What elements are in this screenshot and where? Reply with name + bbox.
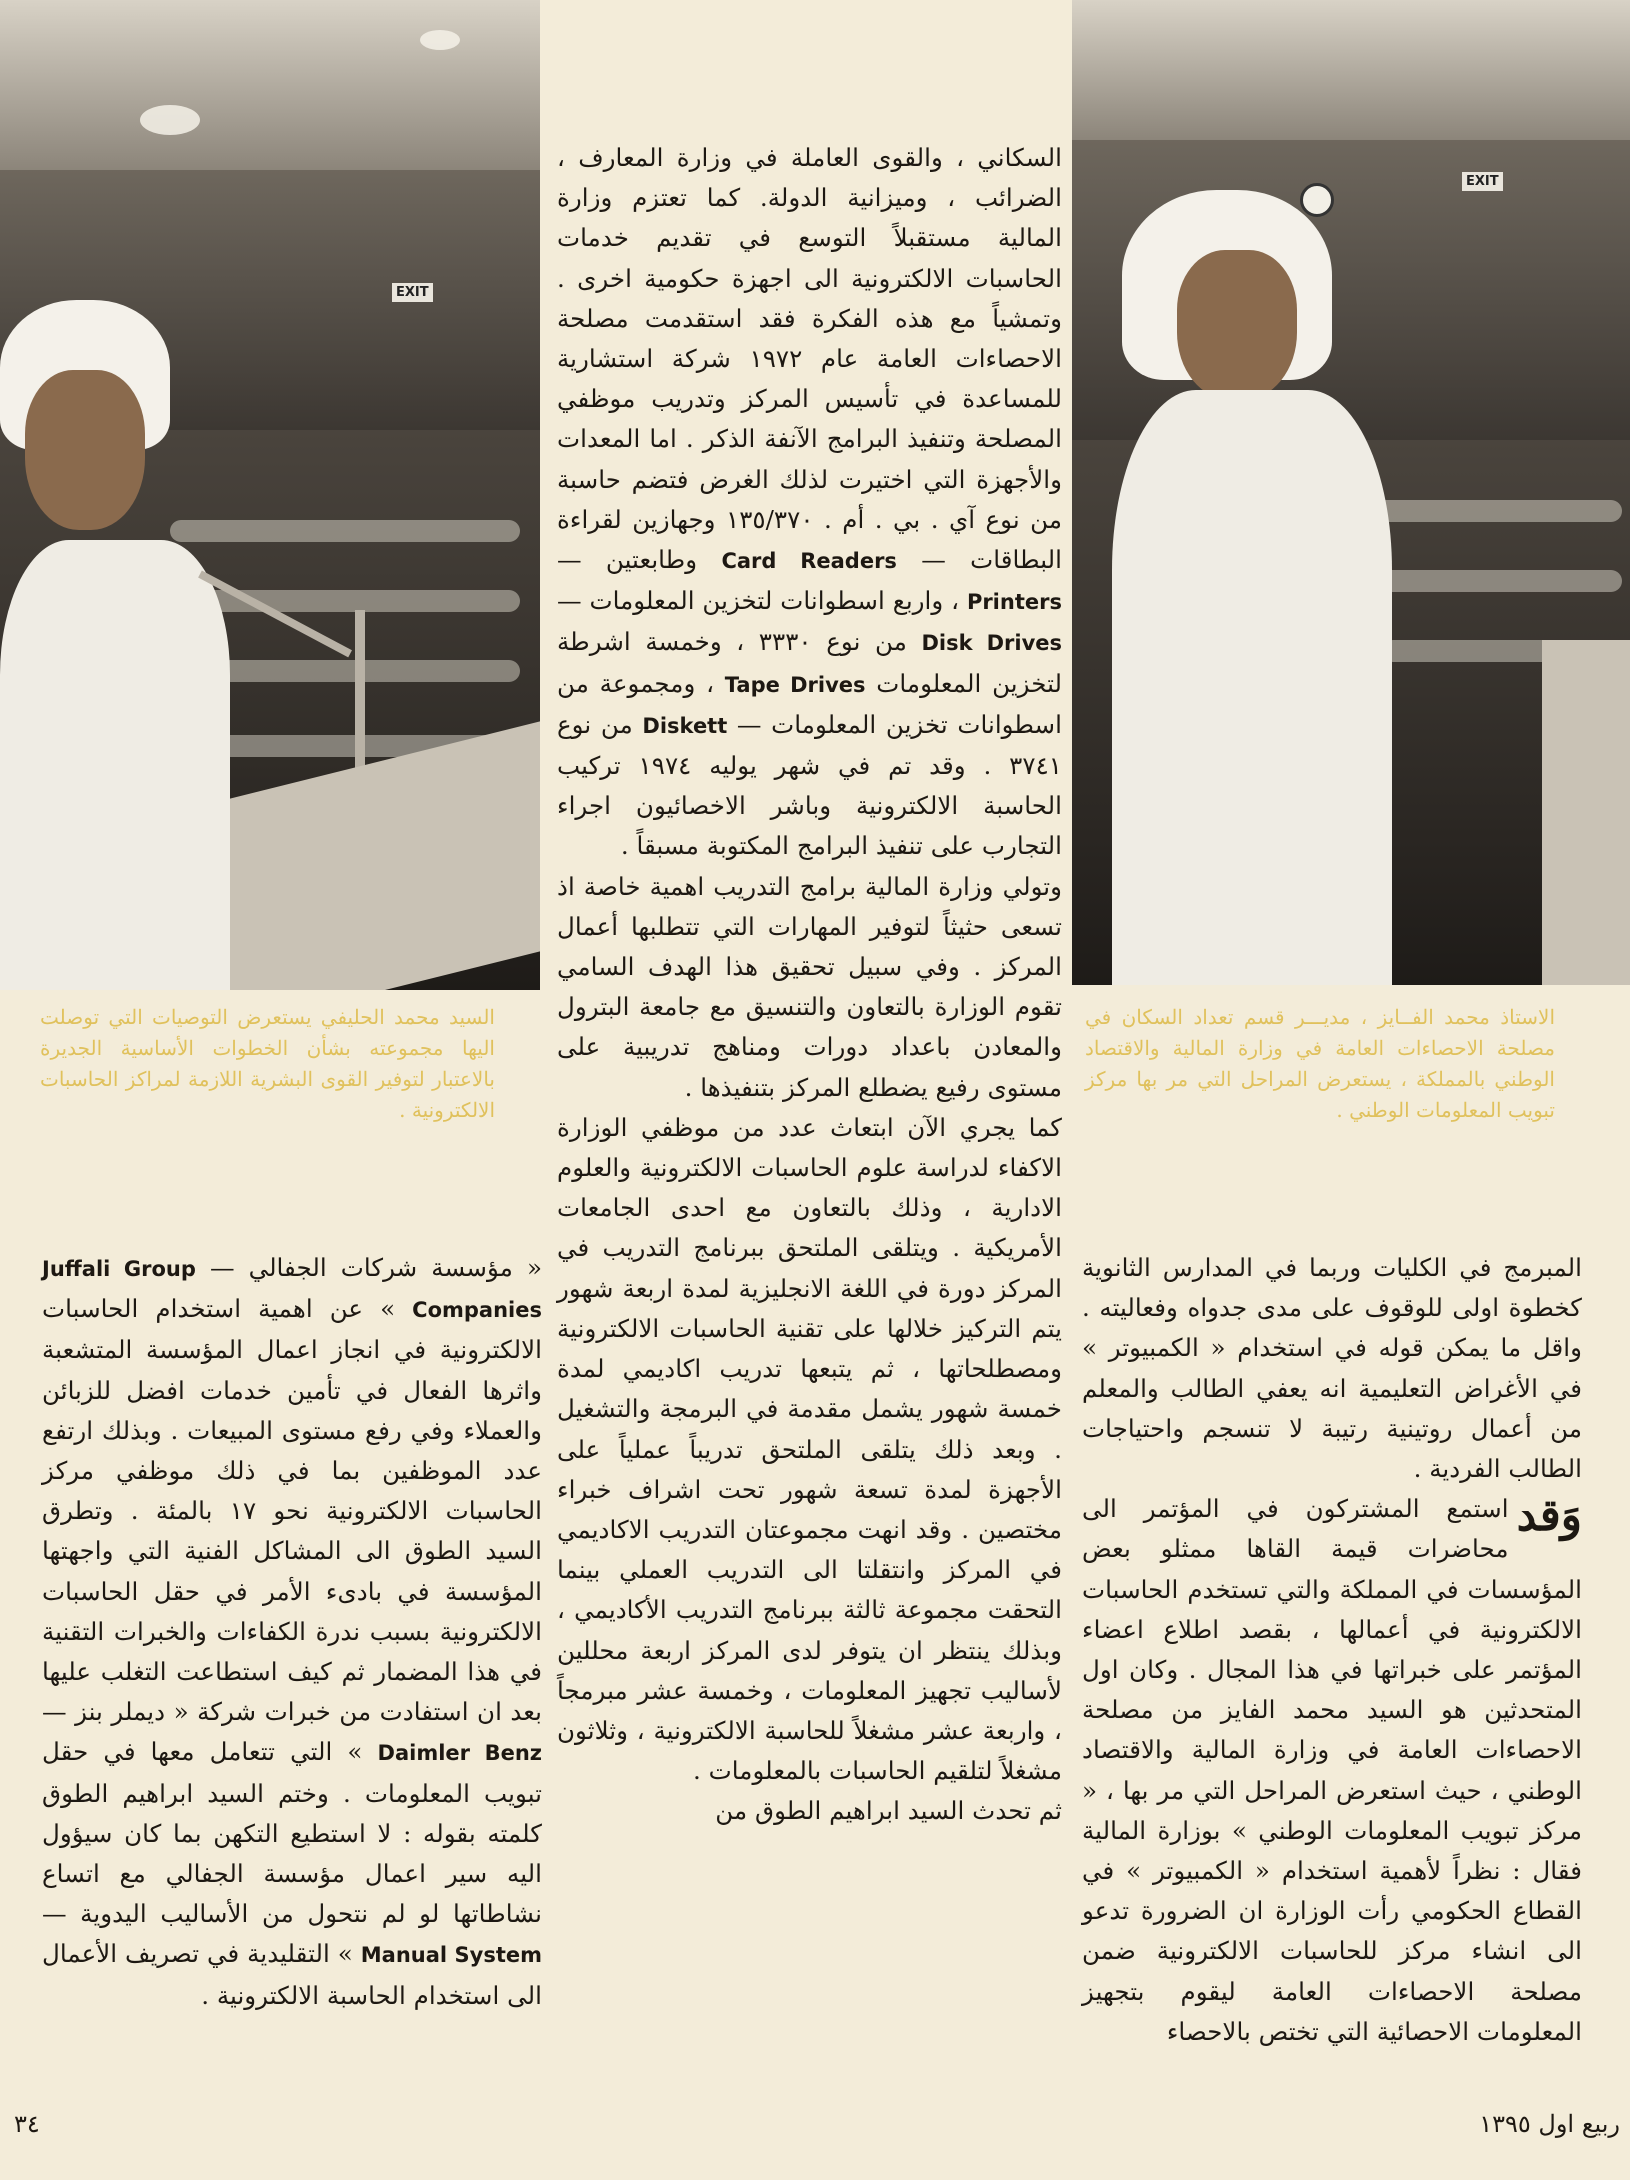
- issue-date: ربيع اول ١٣٩٥: [1479, 2110, 1620, 2138]
- caption-left-photo: السيد محمد الحليفي يستعرض التوصيات التي توصلت اليها مجموعته بشأن الخطوات الأساسية الجديرة بالاعتبار لتوفير القوى البشرية اللازمة لمراكز الحاسبات الالكترونية .: [40, 1005, 495, 1122]
- paragraph-text: » التي تتعامل معها في حقل تبويب المعلومات . وختم السيد ابراهيم الطوق كلمته بقوله : لا استطيع التكهن بما كان سيؤول اليه سير اعمال مؤسسة الجفالي مع اتساع نشاطاتها لو لم نتحول من الأساليب اليدوية —: [42, 1737, 542, 1929]
- paragraph: [42, 1248, 542, 2016]
- article-column-center: [557, 138, 1062, 1832]
- drop-cap-word: وَقد: [1516, 1490, 1582, 1542]
- photo-standing-speaker: [1072, 0, 1630, 985]
- speaker-face: [25, 370, 145, 530]
- audience-row: [1362, 500, 1622, 522]
- speaker-face: [1177, 250, 1297, 400]
- paragraph-text: « مؤسسة شركات الجفالي —: [209, 1253, 543, 1282]
- paragraph-text: استمع المشتركون في المؤتمر الى محاضرات قيمة القاها ممثلو بعض المؤسسات في المملكة والتي تستخدم الحاسبات الالكترونية في أعمالها ، بقصد اطلاع اعضاء المؤتمر على خبراتها في هذا المجال . وكان اول المتحدثين هو السيد محمد الفايز من مصلحة الاحصاءات العامة في وزارة المالية والاقتصاد الوطني ، حيث استعرض المراحل التي مر بها ، « مركز تبويب المعلومات الوطني » بوزارة المالية فقال : نظراً لأهمية استخدام « الكمبيوتر » في القطاع الحكومي رأت الوزارة ان الضرورة تدعو الى انشاء مركز للحاسبات الالكترونية ضمن مصلحة الاحصاءات العامة ليقوم بتجهيز المعلومات الاحصائية التي تختص بالاحصاء: [1082, 1494, 1582, 2046]
- term-tape-drives: Tape Drives: [724, 672, 866, 697]
- article-column-left: [42, 1248, 542, 2016]
- paragraph-text: » التقليدية في تصريف الأعمال الى استخدام الحاسبة الالكترونية .: [42, 1939, 542, 2010]
- ceiling-light: [140, 105, 200, 135]
- paragraph-text: » عن اهمية استخدام الحاسبات الالكترونية في انجاز اعمال المؤسسة المتشعبة واثرها الفعال في تأمين خدمات افضل للزبائن والعملاء وفي رفع مستوى المبيعات . وبذلك ارتفع عدد الموظفين بما في ذلك موظفي مركز الحاسبات الالكترونية نحو ١٧ بالمئة . وتطرق السيد الطوق الى المشاكل الفنية التي واجهتها المؤسسة في بادىء الأمر في حقل الحاسبات الالكترونية بسبب ندرة الكفاءات والخبرات التقنية في هذا المضمار ثم كيف استطاعت التغلب عليها بعد ان استفادت من خبرات شركة « ديملر بنز —: [42, 1294, 542, 1727]
- paragraph: المبرمج في الكليات وربما في المدارس الثانوية كخطوة اولى للوقوف على مدى جدواه وفعاليته . واقل ما يمكن قوله في استخدام « الكمبيوتر » في الأغراض التعليمية انه يعفي الطالب والمعلم من أعمال روتينية رتيبة لا تنسجم واحتياجات الطالب الفردية .: [1082, 1253, 1582, 1484]
- paragraph-text: وطابعتين —: [557, 545, 698, 575]
- term-manual-system: Manual System: [360, 1943, 542, 1968]
- photo-speaker-at-podium: [0, 0, 540, 990]
- paragraph-text: ، واربع اسطوانات لتخزين المعلومات —: [557, 586, 960, 616]
- paragraph: كما يجري الآن ابتعاث عدد من موظفي الوزارة الاكفاء لدراسة علوم الحاسبات الالكترونية والعلوم الادارية ، وذلك بالتعاون مع احدى الجامعات الأمريكية . ويتلقى الملتحق ببرنامج التدريب في المركز دورة في اللغة الانجليزية لمدة اربعة شهور يتم التركيز خلالها على تقنية الحاسبات الالكترونية ومصطلحاتها ، ثم يتبعها تدريب اكاديمي لمدة خمسة شهور يشمل مقدمة في البرمجة والتشغيل . وبعد ذلك يتلقى الملتحق تدريباً عملياً على الأجهزة لمدة تسعة شهور تحت اشراف خبراء مختصين . وقد انهت مجموعتان التدريب الاكاديمي في المركز وانتقلتا الى التدريب العملي بينما التحقت مجموعة ثالثة ببرنامج التدريب الأكاديمي ، وبذلك ينتظر ان يتوفر لدى المركز اربعة محللين لأساليب تجهيز المعلومات ، وخمسة عشر مبرمجاً ، واربعة عشر مشغلاً للحاسبة الالكترونية ، وثلاثون مشغلاً لتلقيم الحاسبات بالمعلومات .: [557, 1112, 1062, 1786]
- speaker-thobe: [1112, 390, 1392, 985]
- wall-clock: [1300, 183, 1334, 217]
- page-number: ٣٤: [14, 2110, 40, 2138]
- caption-right-photo: الاستاذ محمد الفــايز ، مديـــر قسم تعداد السكان في مصلحة الاحصاءات العامة في وزارة المالية والاقتصاد الوطني بالمملكة ، يستعرض المراحل التي مر بها مركز تبويب المعلومات الوطني .: [1085, 1005, 1555, 1122]
- paragraph: وتولي وزارة المالية برامج التدريب اهمية خاصة اذ تسعى حثيثاً لتوفير المهارات التي تتطلبها أعمال المركز . وفي سبيل تحقيق هذا الهدف السامي تقوم الوزارة بالتعاون والتنسيق مع جامعة البترول والمعادن باعداد دورات ومناهج تدريبية على مستوى رفيع يضطلع المركز بتنفيذها .: [557, 871, 1062, 1102]
- term-daimler-benz: Daimler Benz: [377, 1741, 542, 1766]
- article-column-right: [1082, 1248, 1582, 2052]
- speaker-robe: [0, 540, 230, 990]
- term-disk-drives: Disk Drives: [921, 631, 1062, 656]
- paragraph: ثم تحدث السيد ابراهيم الطوق من: [715, 1796, 1062, 1826]
- term-diskett: Diskett: [642, 713, 728, 738]
- podium-edge: [1542, 640, 1630, 985]
- term-printers: Printers: [966, 590, 1062, 615]
- paragraph-text: وتمشياً مع هذه الفكرة فقد استقدمت مصلحة الاحصاءات العامة عام ١٩٧٢ شركة استشارية للمساعدة في تأسيس المركز وتدريب موظفي المصلحة وتنفيذ البرامج الآنفة الذكر . اما المعدات والأجهزة التي اختيرت لذلك الغرض فتضم حاسبة من نوع آي . بي . أم . ١٣٥/٣٧٠ وجهازين لقراءة البطاقات —: [557, 303, 1062, 575]
- term-juffali: Juffali Group Companies: [42, 1257, 542, 1323]
- photo-ceiling: [0, 0, 540, 170]
- paragraph-text: السكاني ، والقوى العاملة في وزارة المعارف ، الضرائب ، وميزانية الدولة. كما تعتزم وزارة المالية مستقبلاً التوسع في تقديم خدمات الحاسبات الالكترونية الى اجهزة حكومية اخرى .: [557, 143, 1062, 293]
- audience-row: [170, 520, 520, 542]
- photo-ceiling: [1072, 0, 1630, 140]
- exit-sign: EXIT: [392, 283, 433, 302]
- ceiling-light: [420, 30, 460, 50]
- paragraph: [557, 138, 1062, 867]
- paragraph-text: من نوع ٣٣٣٠ ، وخمسة اشرطة لتخزين المعلومات: [557, 627, 1062, 698]
- paragraph-text: ، ومجموعة من اسطوانات تخزين المعلومات —: [557, 668, 1062, 739]
- audience-row: [1372, 570, 1622, 592]
- term-card-readers: Card Readers: [721, 549, 897, 574]
- paragraph: [1082, 1489, 1582, 2052]
- exit-sign: EXIT: [1462, 172, 1503, 191]
- paragraph-text: من نوع ٣٧٤١ . وقد تم في شهر يوليه ١٩٧٤ تركيب الحاسبة الالكترونية وباشر الاخصائيون اجراء التجارب على تنفيذ البرامج المكتوبة مسبقاً .: [557, 709, 1063, 861]
